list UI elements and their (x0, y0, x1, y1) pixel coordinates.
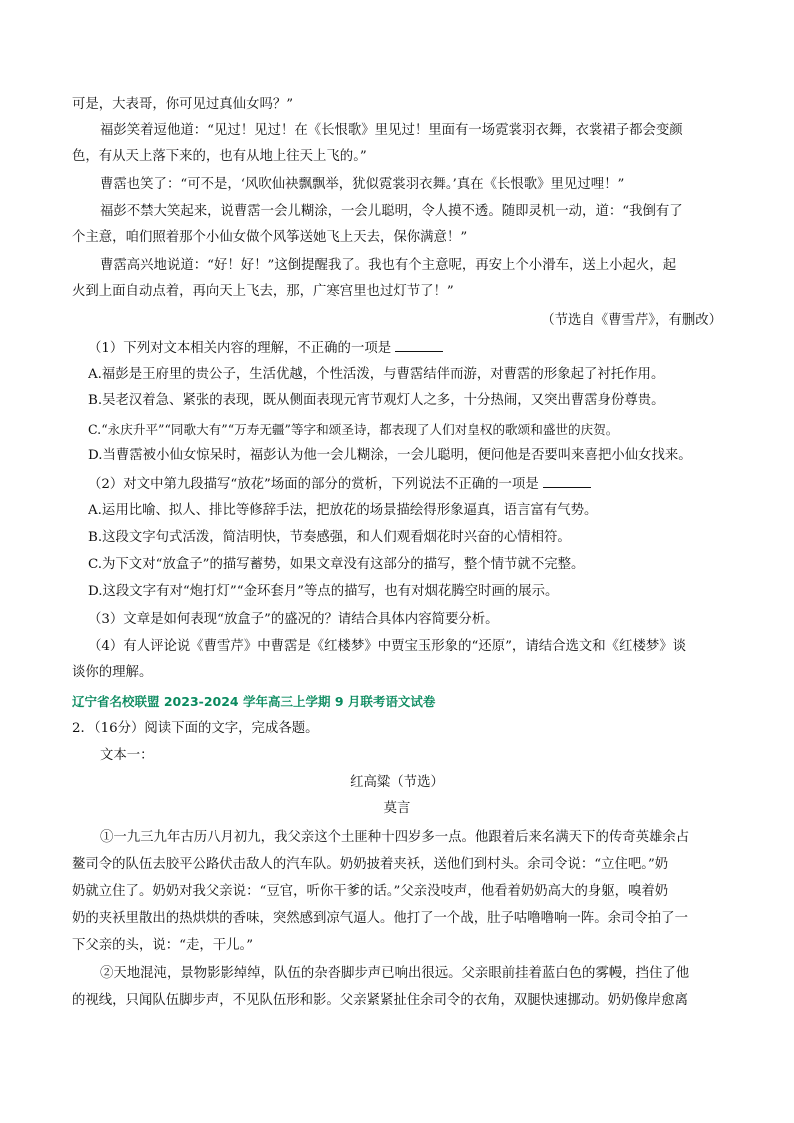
option-d: D.当曹霑被小仙女惊呆时，福彭认为他一会儿糊涂，一会儿聪明，便问他是否要叫来喜把小仙女找来。 (88, 448, 692, 463)
source-citation: （节选自《曹雪芹》，有删改） (541, 313, 722, 328)
option-a: A.运用比喻、拟人、排比等修辞手法，把放花的场景描绘得形象逼真，语言富有气势。 (88, 503, 598, 518)
question-3: （3）文章是如何表现“放盒子”的盛况的？请结合具体内容简要分析。 (88, 612, 499, 627)
answer-blank (395, 339, 443, 352)
question-text: （2）对文中第九段描写“放花”场面的部分的赏析，下列说法不正确的一项是 (88, 477, 539, 492)
option-b: B.这段文字句式活泼，简洁明快，节奏感强，和人们观看烟花时兴奋的心情相符。 (88, 530, 571, 545)
question-4: （4）有人评论说《曹雪芹》中曹霑是《红楼梦》中贾宝玉形象的“还原”，请结合选文和《红楼梦》谈 (88, 639, 687, 654)
text-line: 可是，大表哥，你可见过真仙女吗？” (72, 97, 294, 112)
text-line: 奶就立住了。奶奶对我父亲说：“豆官，听你干爹的话。”父亲没吱声，他看着奶奶高大的身躯，嗅着奶 (72, 884, 669, 899)
text-line: ①一九三九年古历八月初九，我父亲这个土匪种十四岁多一点。他跟着后来名满天下的传奇英雄余占 (100, 830, 690, 845)
exam-source-header: 辽宁省名校联盟 2023-2024 学年高三上学期 9 月联考语文试卷 (72, 694, 436, 709)
text-line: ②天地混沌，景物影影绰绰，队伍的杂沓脚步声已响出很远。父亲眼前挂着蓝白色的雾幔，挡住了他 (100, 966, 690, 981)
article-title: 红高粱（节选） (350, 775, 444, 790)
text-label: 文本一： (100, 748, 154, 763)
text-line: 下父亲的头，说：“走，干儿。” (72, 938, 254, 953)
question-text: （1）下列对文本相关内容的理解，不正确的一项是 (88, 341, 392, 356)
text-line: 色，有从天上落下来的，也有从地上往天上飞的。” (72, 149, 367, 164)
option-a: A.福彭是王府里的贵公子，生活优越，个性活泼，与曹霑结伴而游，对曹霑的形象起了衬托作用。 (88, 367, 665, 382)
text-line: 谈你的理解。 (72, 665, 153, 680)
text-line: 福彭不禁大笑起来，说曹霑一会儿糊涂，一会儿聪明，令人摸不透。随即灵机一动，道：“我倒有了 (100, 204, 683, 219)
option-c: C.为下文对“放盒子”的描写蓄势，如果文章没有这部分的描写，整个情节就不完整。 (88, 557, 585, 572)
answer-blank (543, 475, 591, 488)
text-line: 曹霑也笑了：“可不是，‘风吹仙袂飘飘举，犹似霓裳羽衣舞。’真在《长恨歌》里见过哩！” (100, 177, 625, 192)
text-line: 奶的夹袄里散出的热烘烘的香味，突然感到凉气逼人。他打了一个战，肚子咕噜噜响一阵。余司令拍了一 (72, 911, 688, 926)
article-author: 莫言 (383, 801, 411, 816)
option-d: D.这段文字有对“炮打灯”“金环套月”等点的描写，也有对烟花腾空时画的展示。 (88, 584, 559, 599)
option-c: C.“永庆升平”“同歌大有”“万寿无疆”等字和颂圣诗，都表现了人们对皇权的歌颂和盛世的庆贺。 (88, 422, 619, 437)
text-line: 福彭笑着逗他道：“见过！见过！在《长恨歌》里见过！里面有一场霓裳羽衣舞，衣裳裙子都会变颜 (100, 123, 683, 138)
text-line: 火到上面自动点着，再向天上飞去，那，广寒宫里也过灯节了！” (72, 284, 454, 299)
text-line: 鳌司令的队伍去胶平公路伏击敌人的汽车队。奶奶披着夹袄，送他们到村头。余司令说：“立住吧。”奶 (72, 857, 669, 872)
text-line: 个主意，咱们照着那个小仙女做个风筝送她飞上天去，保你满意！” (72, 230, 468, 245)
text-line: 的视线，只闻队伍脚步声，不见队伍形和影。父亲紧紧扯住余司令的衣角，双腿快速挪动。奶奶像岸愈离 (72, 993, 688, 1008)
option-b: B.吴老汉着急、紧张的表现，既从侧面表现元宵节观灯人之多，十分热闹，又突出曹霑身份尊贵。 (88, 393, 665, 408)
text-line: 曹霑高兴地说道：“好！好！”这倒提醒我了。我也有个主意呢，再安上个小滑车，送上小起火，起 (100, 258, 677, 273)
question-2-heading: 2．（16分）阅读下面的文字，完成各题。 (72, 721, 319, 736)
question-2 (88, 475, 722, 494)
question-1 (88, 339, 722, 358)
